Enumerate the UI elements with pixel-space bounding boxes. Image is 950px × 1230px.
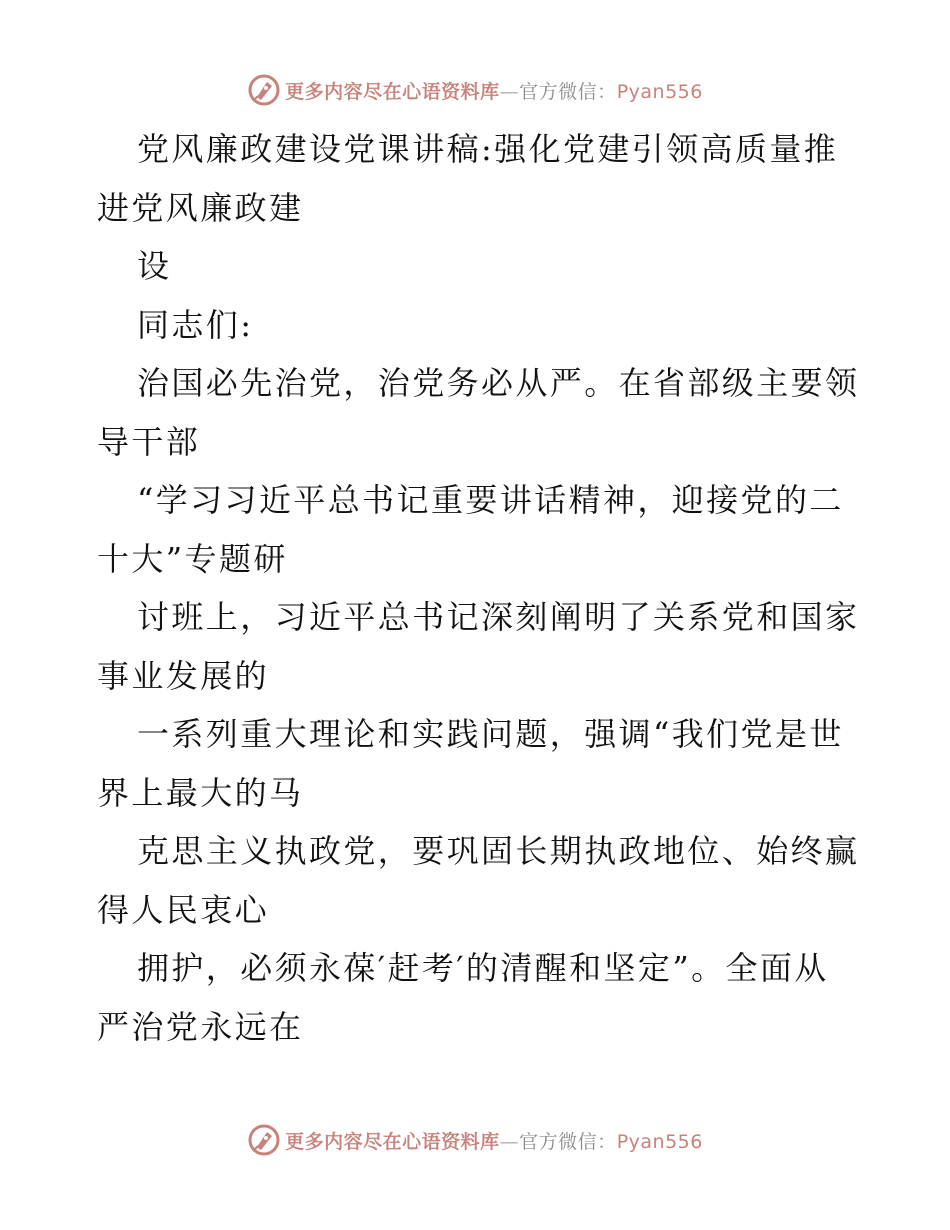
banner-wechat-label: 官方微信： <box>519 80 617 103</box>
banner-text <box>285 1127 703 1154</box>
paragraph-line: 界上最大的马 <box>97 773 304 812</box>
banner-separator: — <box>499 1130 520 1153</box>
paragraph-line: 一系列重大理论和实践问题，强调“我们党是世 <box>137 715 844 753</box>
header-banner <box>0 70 950 110</box>
paragraph-line: 克思主义执政党，要巩固长期执政地位、始终赢 <box>137 832 860 870</box>
banner-wechat-id: Pyan556 <box>616 1130 703 1153</box>
document-body <box>97 120 860 1056</box>
paragraph-line: 十大”专题研 <box>97 539 288 578</box>
banner-wechat-id: Pyan556 <box>616 80 703 103</box>
banner-text <box>285 77 703 104</box>
document-title-line-3: 设 <box>137 247 172 285</box>
paragraph-line: “学习习近平总书记重要讲话精神，迎接党的二 <box>137 481 844 519</box>
pen-nib-logo-icon <box>247 1123 281 1157</box>
document-title-line-1: 党风廉政建设党课讲稿:强化党建引领高质量推 <box>137 130 839 168</box>
salutation: 同志们: <box>137 305 254 344</box>
paragraph-line: 导干部 <box>97 422 201 461</box>
paragraph-line: 严治党永远在 <box>97 1007 304 1046</box>
document-title-line-2: 进党风廉政建 <box>97 188 304 227</box>
banner-separator: — <box>499 80 520 103</box>
paragraph-line: 治国必先治党，治党务必从严。在省部级主要领 <box>137 364 860 402</box>
banner-site-text: 更多内容尽在心语资料库 <box>285 80 500 103</box>
paragraph-line: 拥护，必须永葆′赶考′的清醒和坚定”。全面从 <box>137 949 829 987</box>
footer-banner <box>0 1120 950 1160</box>
pen-nib-logo-icon <box>247 73 281 107</box>
banner-site-text: 更多内容尽在心语资料库 <box>285 1130 500 1153</box>
banner-wechat-label: 官方微信： <box>519 1130 617 1153</box>
paragraph-line: 得人民衷心 <box>97 890 270 929</box>
paragraph-line: 讨班上，习近平总书记深刻阐明了关系党和国家 <box>137 598 860 636</box>
paragraph-line: 事业发展的 <box>97 656 270 695</box>
